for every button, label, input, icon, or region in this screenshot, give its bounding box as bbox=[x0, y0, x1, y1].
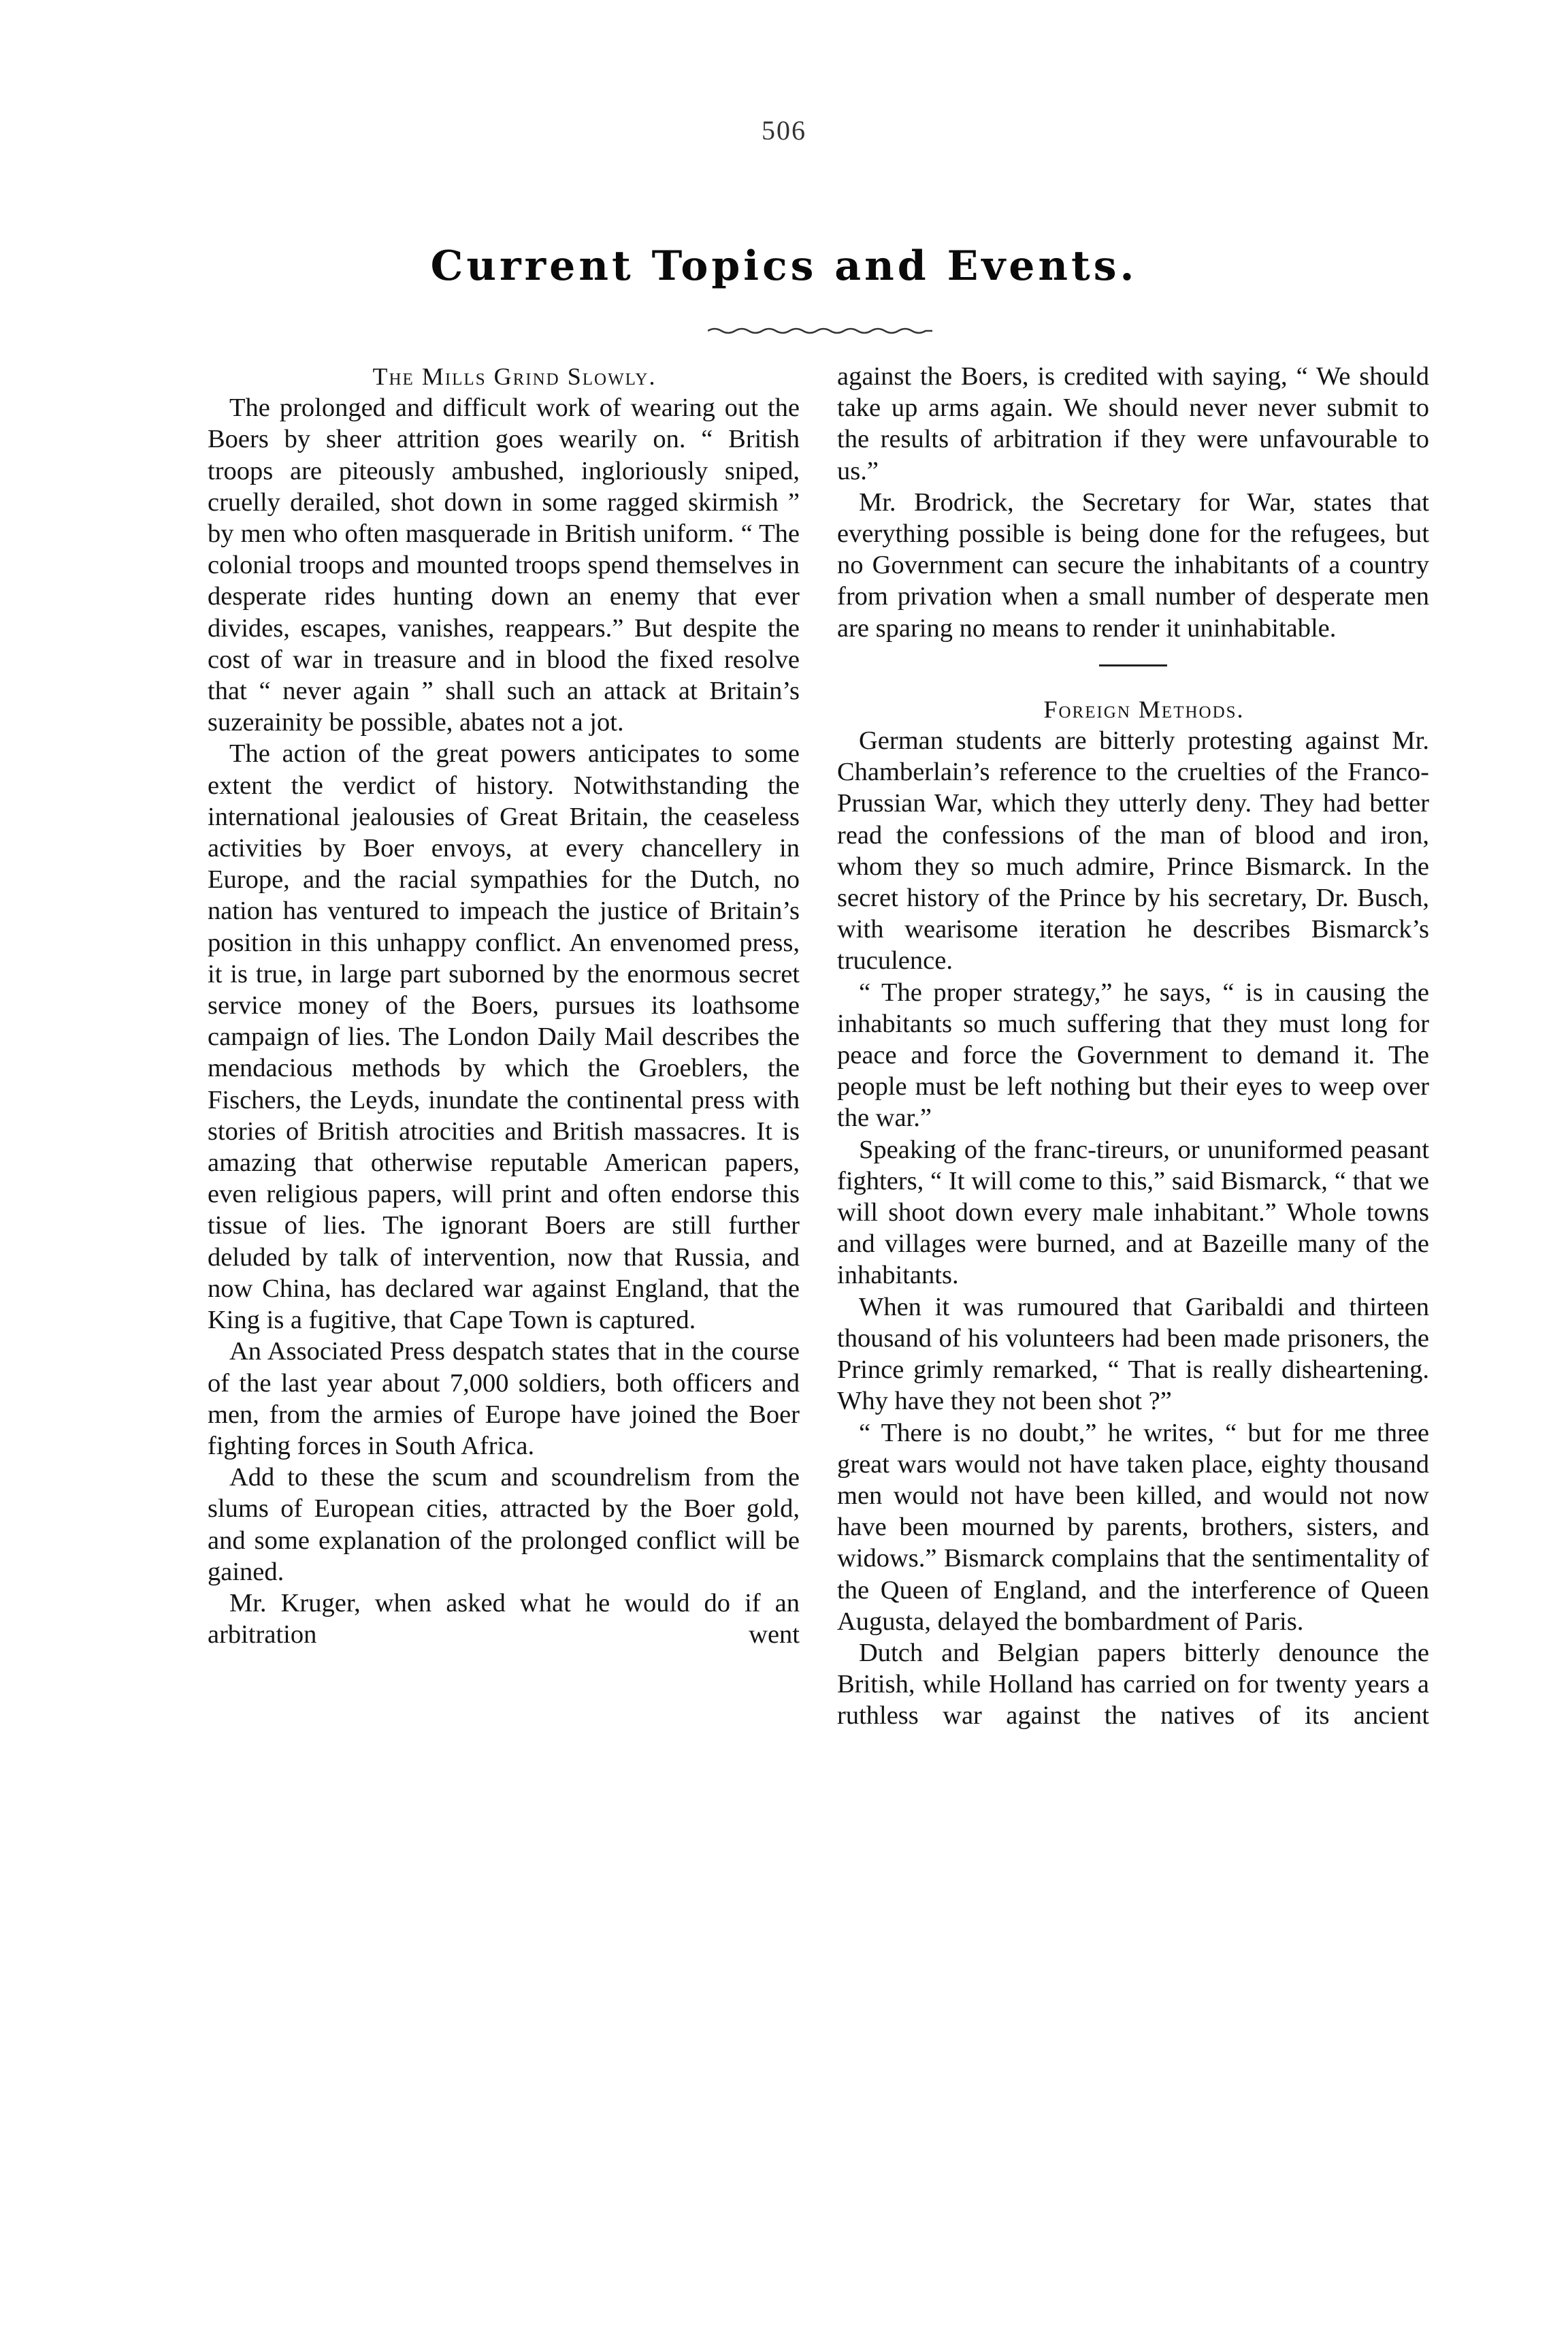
paragraph: When it was rumoured that Garibaldi and thirteen thousand of his volunteers had been made prisoners, the Prince grimly remarked, “ That is really disheartening. Why have they not been shot ?” bbox=[837, 1292, 1429, 1416]
right-column bbox=[837, 361, 1429, 1732]
paragraph: German students are bitterly protesting against Mr. Chamberlain’s reference to the cruelties of the Franco-Prussian War, which they utterly deny. They had better read the confessions of the man of blood and iron, whom they so much admire, Prince Bismarck. In the secret history of the Prince by his secretary, Dr. Busch, with wearisome iteration he describes Bismarck’s truculence. bbox=[837, 726, 1429, 976]
paragraph: The action of the great powers anticipates to some extent the verdict of history. Notwithstanding the international jealousies of Great Britain, the ceaseless activities by Boer envoys, at every chancellery in Europe, and the racial sympathies for the Dutch, no nation has ventured to impeach the justice of Britain’s position in this unhappy conflict. An envenomed press, it is true, in large part suborned by the enormous secret service money of the Boers, pursues its loathsome campaign of lies. The London Daily Mail describes the mendacious methods by which the Groeblers, the Fischers, the Leyds, inundate the continental press with stories of British atrocities and British massacres. It is amazing that otherwise reputable American papers, even religious papers, will print and often endorse this tissue of lies. The ignorant Boers are still further deluded by talk of intervention, now that Russia, and now China, has declared war against England, that the King is a fugitive, that Cape Town is captured. bbox=[208, 739, 800, 1335]
continued-paragraph: against the Boers, is credited with saying, “ We should take up arms again. We should never never submit to the results of arbitration if they were unfavourable to us.” bbox=[837, 362, 1429, 485]
section-divider bbox=[1099, 664, 1167, 666]
paragraph: An Associated Press despatch states that in the course of the last year about 7,000 soldiers, both officers and men, from the armies of Europe have joined the Boer fighting forces in South Africa. bbox=[208, 1337, 800, 1460]
paragraph: Dutch and Belgian papers bitterly denounce the British, while Holland has carried on for twenty years a ruthless war against the natives of its ancient bbox=[837, 1638, 1429, 1731]
paragraph: “ There is no doubt,” he writes, “ but for me three great wars would not have taken place, eighty thousand men would not have been killed, and would not now have been mourned by parents, brothers, sisters, and widows.” Bismarck complains that the sentimentality of the Queen of England, and the interference of Queen Augusta, delayed the bombardment of Paris. bbox=[837, 1418, 1429, 1636]
paragraph: The prolonged and difficult work of wearing out the Boers by sheer attrition goes wearily on. “ British troops are piteously ambushed, ingloriously sniped, cruelly derailed, shot down in some ragged skirmish ” by men who often masquerade in British uniform. “ The colonial troops and mounted troops spend themselves in desperate rides hunting down an enemy that ever divides, escapes, vanishes, reappears.” But despite the cost of war in treasure and in blood the fixed resolve that “ never again ” shall such an attack at Britain’s suzerainity be possible, abates not a jot. bbox=[208, 393, 800, 737]
page-title: Current Topics and Events. bbox=[430, 242, 1138, 290]
paragraph: “ The proper strategy,” he says, “ is in causing the inhabitants so much suffering that they must long for peace and force the Government to demand it. The people must be left nothing but their eyes to weep over the war.” bbox=[837, 978, 1429, 1133]
section-heading-foreign-methods: Foreign Methods. bbox=[1043, 695, 1245, 723]
paragraph: Add to these the scum and scoundrelism from the slums of European cities, attracted by the Boer gold, and some explanation of the prolonged conflict will be gained. bbox=[208, 1463, 800, 1586]
paragraph: Mr. Kruger, when asked what he would do if an arbitration went bbox=[208, 1588, 800, 1649]
page-number: 506 bbox=[762, 115, 806, 146]
paragraph: Mr. Brodrick, the Secretary for War, states that everything possible is being done for the refugees, but no Government can secure the inhabitants of a country from privation when a small number of desperate men are sparing no means to render it uninhabitable. bbox=[837, 487, 1429, 643]
title-ornament bbox=[708, 325, 932, 336]
section-heading-mills-grind-slowly: The Mills Grind Slowly. bbox=[372, 363, 657, 390]
paragraph: Speaking of the franc-tireurs, or ununiformed peasant fighters, “ It will come to this,” said Bismarck, “ that we will shoot down every male inhabitant.” Whole towns and villages were burned, and at Bazeille many of the inhabitants. bbox=[837, 1135, 1429, 1290]
left-column bbox=[208, 361, 800, 1650]
